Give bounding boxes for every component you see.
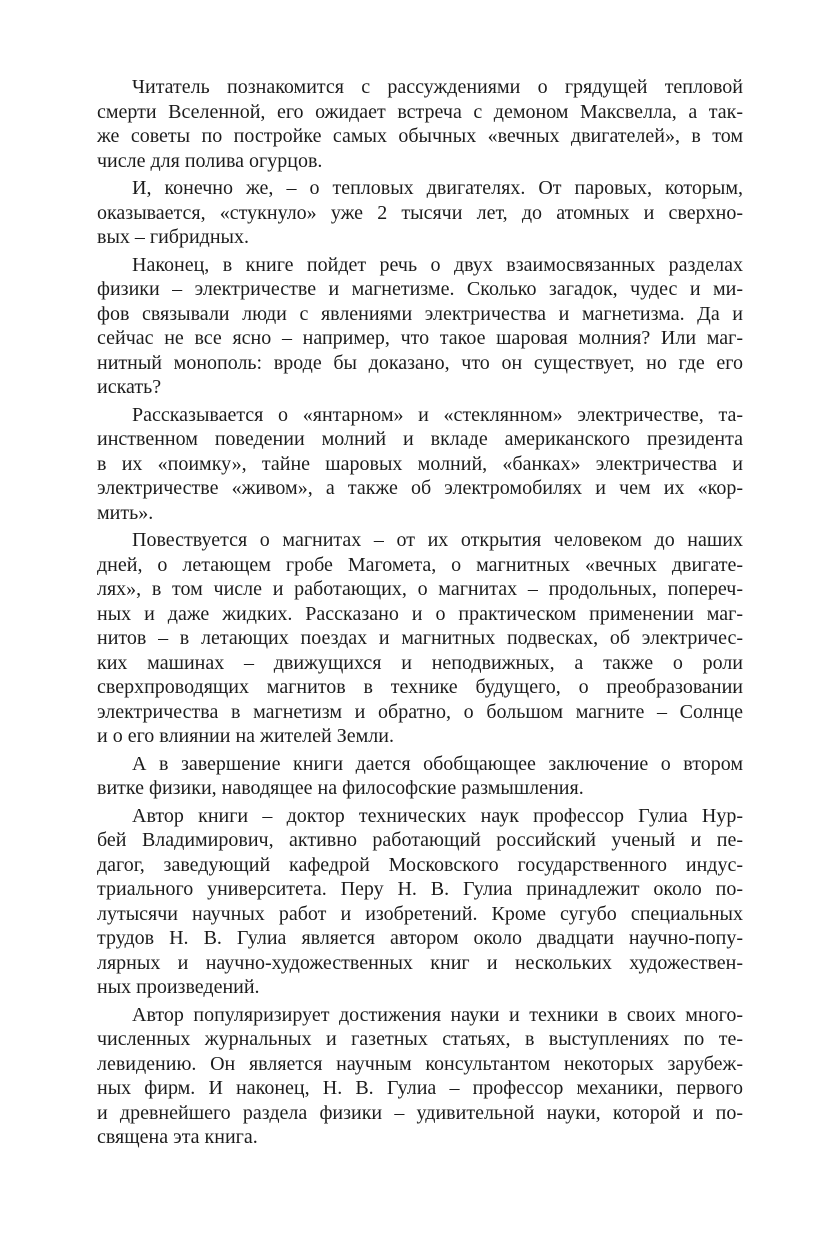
text-line: Наконец, в книге пойдет речь о двух взаимосвязанных разделах	[132, 253, 743, 276]
text-line: электричестве «живом», а также об электромобилях и чем их «кор-	[97, 477, 743, 499]
text-line: Рассказывается о «янтарном» и «стеклянном» электричестве, та-	[132, 403, 743, 426]
text-line: инственном поведении молний и вкладе американского президента	[97, 428, 743, 450]
text-line: фов связывали люди с явлениями электричества и магнетизма. Да и	[97, 302, 743, 325]
text-line: ных и даже жидких. Рассказано и о практическом применении маг-	[97, 602, 743, 625]
text-line: электричества в магнетизм и обратно, о большом магните – Солнце	[97, 700, 743, 723]
text-line: вых – гибридных.	[97, 226, 249, 248]
text-line: числе для полива огурцов.	[97, 149, 323, 172]
paragraph	[97, 804, 743, 1000]
text-line: нитный монополь: вроде бы доказано, что он существует, но где его	[97, 351, 743, 374]
paragraph	[97, 75, 743, 173]
text-line: лутысячи научных работ и изобретений. Кроме сугубо специальных	[97, 902, 743, 925]
book-page-text	[97, 75, 743, 1153]
text-line: физики – электричестве и магнетизме. Сколько загадок, чудес и ми-	[97, 278, 743, 300]
text-line: священа эта книга.	[97, 1126, 258, 1148]
text-line: А в завершение книги дается обобщающее заключение о втором	[132, 752, 743, 775]
paragraph	[97, 176, 743, 250]
text-line: ких машинах – движущихся и неподвижных, а также о роли	[97, 651, 743, 674]
text-line: Читатель познакомится с рассуждениями о грядущей тепловой	[132, 76, 743, 98]
text-line: Повествуется о магнитах – от их открытия человеком до наших	[132, 529, 743, 551]
text-line: и древнейшего раздела физики – удивительной науки, которой и по-	[97, 1101, 743, 1124]
text-line: Автор популяризирует достижения науки и техники в своих много-	[132, 1003, 743, 1026]
text-line: оказывается, «стукнуло» уже 2 тысячи лет, до атомных и сверхно-	[97, 201, 743, 224]
text-line: и о его влиянии на жителей Земли.	[97, 725, 394, 747]
text-line: триального университета. Перу Н. В. Гулиа принадлежит около по-	[97, 878, 743, 900]
text-line: дагог, заведующий кафедрой Московского государственного индус-	[97, 853, 743, 876]
text-line: мить».	[97, 501, 154, 524]
text-line: лях», в том числе и работающих, о магнитах – продольных, попереч-	[97, 578, 743, 600]
text-line: в их «поимку», тайне шаровых молний, «банках» электричества и	[97, 452, 743, 475]
text-line: бей Владимирович, активно работающий российский ученый и пе-	[97, 829, 743, 851]
text-line: витке физики, наводящее на философские размышления.	[97, 777, 584, 799]
paragraph	[97, 528, 743, 749]
paragraph	[97, 403, 743, 526]
text-line: же советы по постройке самых обычных «вечных двигателей», в том	[97, 125, 743, 147]
text-line: численных журнальных и газетных статьях, в выступлениях по те-	[97, 1028, 743, 1050]
text-line: сверхпроводящих магнитов в технике будущего, о преобразовании	[97, 676, 743, 698]
text-line: левидению. Он является научным консультантом некоторых зарубеж-	[97, 1052, 743, 1075]
text-line: дней, о летающем гробе Магомета, о магнитных «вечных двигате-	[97, 553, 743, 576]
text-line: лярных и научно-художественных книг и нескольких художествен-	[97, 951, 743, 974]
text-line: ных произведений.	[97, 976, 260, 998]
text-line: Автор книги – доктор технических наук профессор Гулиа Нур-	[132, 804, 743, 827]
paragraph	[97, 1003, 743, 1150]
text-line: ных фирм. И наконец, Н. В. Гулиа – профессор механики, первого	[97, 1077, 743, 1099]
text-line: нитов – в летающих поездах и магнитных подвесках, об электричес-	[97, 627, 743, 649]
text-line: сейчас не все ясно – например, что такое шаровая молния? Или маг-	[97, 327, 743, 349]
paragraph	[97, 253, 743, 400]
text-line: И, конечно же, – о тепловых двигателях. От паровых, которым,	[132, 177, 743, 199]
text-line: искать?	[97, 376, 162, 398]
text-line: смерти Вселенной, его ожидает встреча с демоном Максвелла, а так-	[97, 100, 743, 123]
text-line: трудов Н. В. Гулиа является автором около двадцати научно-попу-	[97, 927, 743, 949]
paragraph	[97, 752, 743, 801]
